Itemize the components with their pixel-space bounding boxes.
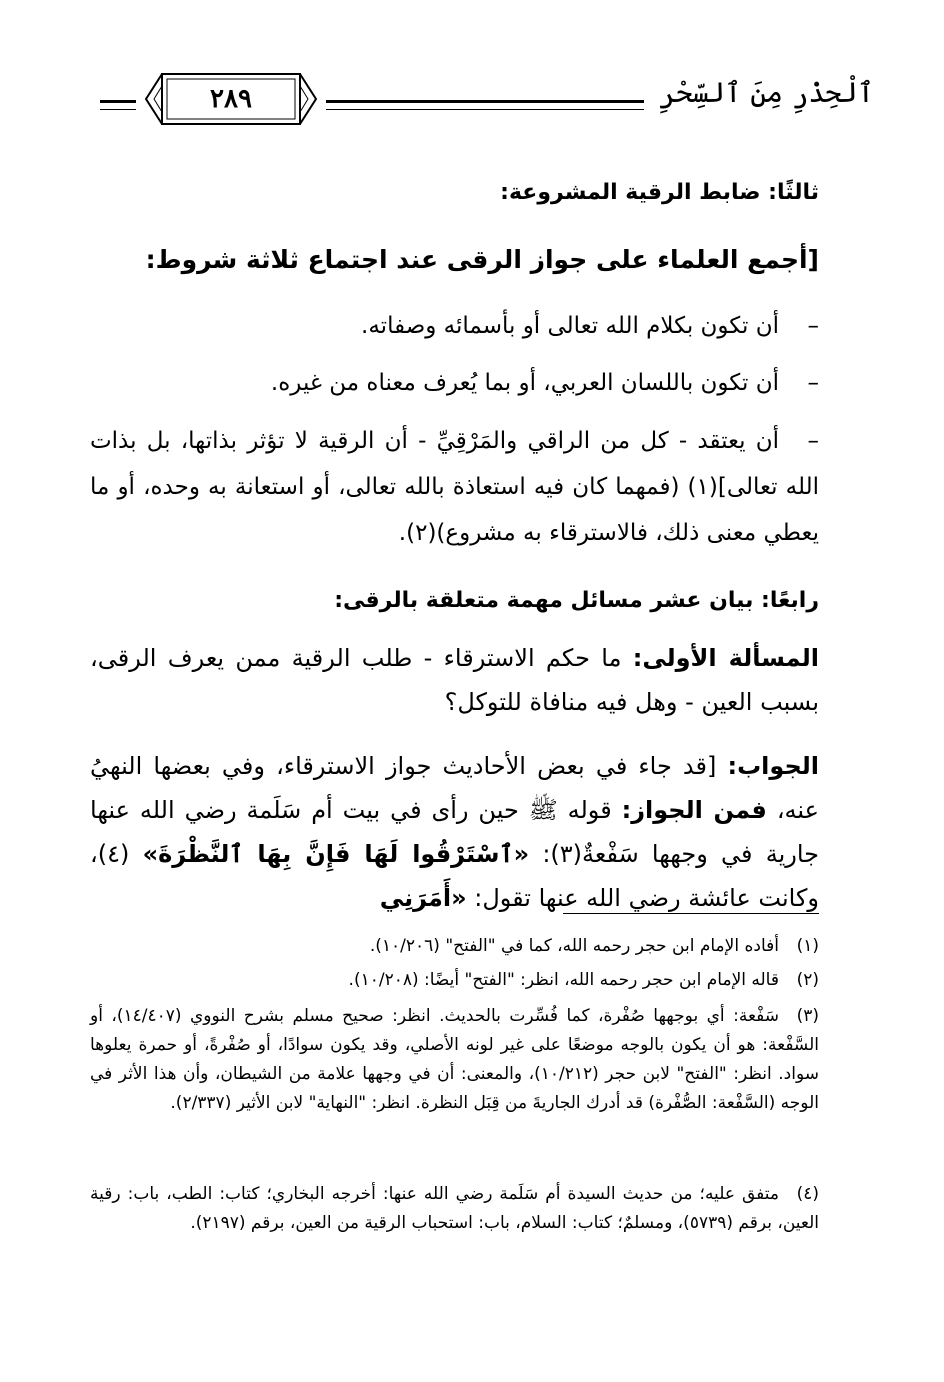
header-rule bbox=[326, 100, 644, 110]
answer-text: (٤)، وكانت عائشة رضي الله عنها تقول: bbox=[90, 840, 819, 912]
footnote-divider bbox=[563, 913, 819, 914]
hadith-quote: «أَمَرَنِي bbox=[379, 884, 467, 912]
condition-text: أن تكون باللسان العربي، أو بما يُعرف معناه من غيره. bbox=[270, 370, 779, 396]
answer-subheading: فمن الجواز: bbox=[621, 796, 767, 824]
footnote-number: (٢) bbox=[796, 970, 819, 990]
footnote-4 bbox=[90, 1180, 819, 1238]
footnote-2 bbox=[90, 966, 819, 995]
footnote-1 bbox=[90, 932, 819, 961]
answer-text: [قد جاء في بعض الأحاديث جواز الاسترقاء، وفي بعضها النهيُ عنه، bbox=[90, 752, 819, 824]
hadith-quote: «ٱسْتَرْقُوا لَهَا فَإِنَّ بِهَا ٱلنَّظْرَةَ» bbox=[142, 840, 530, 868]
running-title: ٱلْحِذْرِ مِنَ ٱلسِّحْرِ bbox=[659, 76, 874, 109]
condition-text: أن يعتقد - كل من الراقي والمَرْقِيِّ - أن الرقية لا تؤثر بذاتها، بل بذات الله تعالى](١) (فمهما كان فيه استعاذة بالله تعالى، أو استعانة به وحده، أو ما يعطي معنى ذلك، فالاسترقاء به مشروع)(٢). bbox=[90, 428, 819, 546]
answer-paragraph bbox=[90, 744, 819, 920]
footnote-text: قاله الإمام ابن حجر رحمه الله، انظر: "الفتح" أيضًا: (١٠/٢٠٨). bbox=[348, 970, 779, 990]
question-1 bbox=[90, 636, 819, 724]
condition-item-1 bbox=[90, 303, 819, 349]
section-heading-3: ثالثًا: ضابط الرقية المشروعة: bbox=[500, 180, 819, 205]
answer-label: الجواب: bbox=[727, 752, 819, 780]
section-heading-4: رابعًا: بيان عشر مسائل مهمة متعلقة بالرقى: bbox=[334, 588, 819, 613]
footnote-number: (١) bbox=[796, 936, 819, 956]
page-header bbox=[100, 70, 874, 130]
section-intro: [أجمع العلماء على جواز الرقى عند اجتماع ثلاثة شروط: bbox=[145, 245, 819, 274]
question-label: المسألة الأولى: bbox=[632, 644, 819, 672]
footnote-text: متفق عليه؛ من حديث السيدة أم سَلَمة رضي الله عنها: أخرجه البخاري؛ كتاب: الطب، باب: رقية العين، برقم (٥٧٣٩)، ومسلمٌ؛ كتاب: السلام، باب: استحباب الرقية من العين، برقم (٢١٩٧). bbox=[90, 1184, 819, 1233]
footnote-number: (٤) bbox=[796, 1184, 819, 1204]
bullet-dash: – bbox=[807, 313, 819, 339]
condition-text: أن تكون بكلام الله تعالى أو بأسمائه وصفاته. bbox=[361, 313, 779, 339]
bullet-dash: – bbox=[807, 428, 819, 454]
page-number-frame bbox=[140, 70, 322, 128]
bullet-dash: – bbox=[807, 370, 819, 396]
header-rule-left bbox=[100, 100, 136, 110]
answer-text: قوله ﷺ حين رأى في بيت أم سَلَمة رضي الله عنها جارية في وجهها سَفْعةٌ(٣): bbox=[90, 796, 820, 868]
footnote-text: أفاده الإمام ابن حجر رحمه الله، كما في "الفتح" (١٠/٢٠٦). bbox=[369, 936, 779, 956]
footnote-text: سَفْعة: أي بوجهها صُفْرة، كما فُسِّرت بالحديث. انظر: صحيح مسلم بشرح النووي (١٤/٤٠٧)، أو السَّفْعة: هو أن يكون بالوجه موضعًا على غير لونه الأصلي، وقد يكون سوادًا، أو صُفْرةً، أو حمرة يعلوها سواد. انظر: "الفتح" لابن حجر (١٠/٢١٢)، والمعنى: أن في وجهها علامة من الشيطان، وأن هذا الأثر في الوجه (السَّفْعة: الصُّفْرة) قد أدرك الجاريةَ من قِبَل النظرة. انظر: "النهاية" لابن الأثير (٢/٣٣٧). bbox=[90, 1006, 819, 1113]
footnote-number: (٣) bbox=[796, 1006, 819, 1026]
condition-item-3 bbox=[90, 418, 819, 556]
footnote-3 bbox=[90, 1002, 819, 1118]
question-text: ما حكم الاسترقاء - طلب الرقية ممن يعرف الرقى، بسبب العين - وهل فيه منافاة للتوكل؟ bbox=[90, 644, 819, 716]
page-number: ٢٨٩ bbox=[210, 84, 252, 114]
condition-item-2 bbox=[90, 360, 819, 406]
